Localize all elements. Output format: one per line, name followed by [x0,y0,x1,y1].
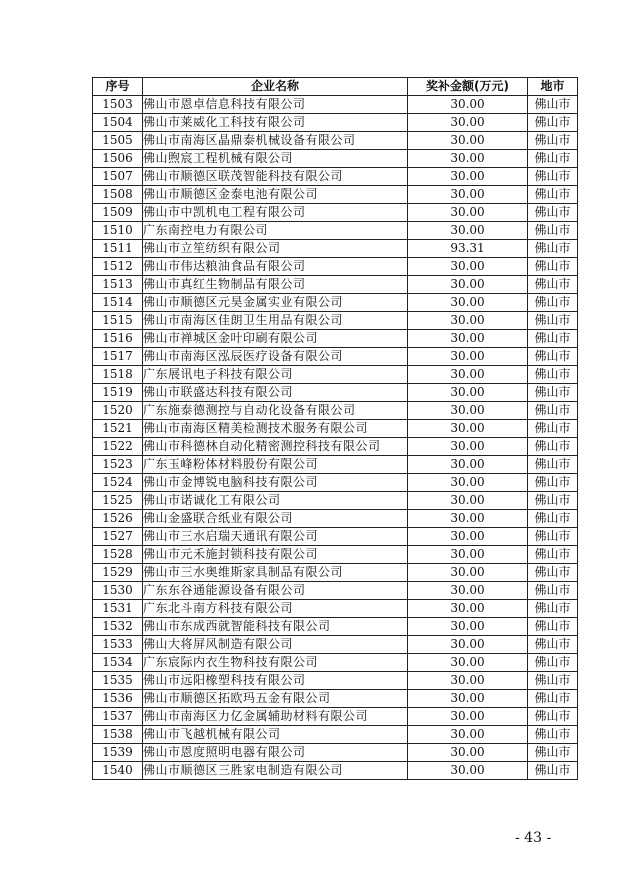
row-company-name: 佛山市禅城区金叶印刷有限公司 [143,330,408,348]
row-company-name: 广东玉峰粉体材料股份有限公司 [143,456,408,474]
table-row [93,708,578,726]
row-company-name: 佛山市恩度照明电器有限公司 [143,744,408,762]
row-company-name: 佛山市金博锐电脑科技有限公司 [143,474,408,492]
row-serial: 1512 [93,258,143,276]
row-award-amount: 30.00 [408,222,528,240]
row-city: 佛山市 [528,600,578,618]
row-company-name: 佛山市顺德区拓欧玛五金有限公司 [143,690,408,708]
row-city: 佛山市 [528,654,578,672]
row-serial: 1505 [93,132,143,150]
table-row [93,618,578,636]
table-row [93,294,578,312]
table-row [93,222,578,240]
table-row [93,348,578,366]
row-city: 佛山市 [528,150,578,168]
table-row [93,114,578,132]
row-award-amount: 30.00 [408,114,528,132]
table-row [93,258,578,276]
row-award-amount: 30.00 [408,132,528,150]
row-award-amount: 30.00 [408,330,528,348]
row-city: 佛山市 [528,420,578,438]
table-row [93,510,578,528]
table-row [93,204,578,222]
row-city: 佛山市 [528,672,578,690]
row-city: 佛山市 [528,528,578,546]
row-award-amount: 30.00 [408,690,528,708]
row-serial: 1521 [93,420,143,438]
row-serial: 1520 [93,402,143,420]
row-serial: 1531 [93,600,143,618]
row-city: 佛山市 [528,510,578,528]
table-row [93,582,578,600]
row-award-amount: 30.00 [408,528,528,546]
row-company-name: 佛山市远阳橡塑科技有限公司 [143,672,408,690]
row-serial: 1507 [93,168,143,186]
row-serial: 1537 [93,708,143,726]
table-row [93,636,578,654]
table-row [93,96,578,114]
table-row [93,150,578,168]
row-serial: 1523 [93,456,143,474]
row-award-amount: 30.00 [408,762,528,780]
row-company-name: 佛山市三水启瑞天通讯有限公司 [143,528,408,546]
row-award-amount: 30.00 [408,96,528,114]
table-row [93,744,578,762]
row-award-amount: 30.00 [408,348,528,366]
row-city: 佛山市 [528,402,578,420]
table-row [93,564,578,582]
row-award-amount: 30.00 [408,402,528,420]
row-company-name: 佛山市飞越机械有限公司 [143,726,408,744]
row-award-amount: 30.00 [408,384,528,402]
row-award-amount: 30.00 [408,150,528,168]
row-award-amount: 30.00 [408,636,528,654]
row-award-amount: 30.00 [408,582,528,600]
header-company-name: 企业名称 [143,78,408,96]
row-city: 佛山市 [528,636,578,654]
award-table [92,77,578,780]
row-company-name: 佛山市真红生物制品有限公司 [143,276,408,294]
row-serial: 1532 [93,618,143,636]
row-award-amount: 30.00 [408,546,528,564]
row-company-name: 佛山金盛联合纸业有限公司 [143,510,408,528]
row-city: 佛山市 [528,294,578,312]
row-company-name: 广东施泰德测控与自动化设备有限公司 [143,402,408,420]
row-serial: 1506 [93,150,143,168]
row-city: 佛山市 [528,312,578,330]
page-number: - 43 - [515,830,552,846]
row-company-name: 广东展讯电子科技有限公司 [143,366,408,384]
row-award-amount: 30.00 [408,726,528,744]
row-award-amount: 93.31 [408,240,528,258]
row-company-name: 佛山市东成西就智能科技有限公司 [143,618,408,636]
row-serial: 1517 [93,348,143,366]
row-city: 佛山市 [528,330,578,348]
row-serial: 1525 [93,492,143,510]
row-award-amount: 30.00 [408,564,528,582]
row-award-amount: 30.00 [408,168,528,186]
table-row [93,312,578,330]
row-award-amount: 30.00 [408,438,528,456]
row-award-amount: 30.00 [408,258,528,276]
row-city: 佛山市 [528,276,578,294]
table-row [93,420,578,438]
row-company-name: 佛山市诺诚化工有限公司 [143,492,408,510]
row-city: 佛山市 [528,222,578,240]
row-city: 佛山市 [528,204,578,222]
row-company-name: 佛山市伟达粮油食品有限公司 [143,258,408,276]
row-award-amount: 30.00 [408,456,528,474]
row-award-amount: 30.00 [408,366,528,384]
row-serial: 1529 [93,564,143,582]
row-city: 佛山市 [528,438,578,456]
row-award-amount: 30.00 [408,204,528,222]
row-company-name: 佛山市元禾施封锁科技有限公司 [143,546,408,564]
row-company-name: 佛山市中凯机电工程有限公司 [143,204,408,222]
row-company-name: 佛山市南海区佳朗卫生用品有限公司 [143,312,408,330]
row-serial: 1535 [93,672,143,690]
row-company-name: 佛山市恩卓信息科技有限公司 [143,96,408,114]
row-serial: 1514 [93,294,143,312]
row-company-name: 广东北斗南方科技有限公司 [143,600,408,618]
table-row [93,474,578,492]
row-company-name: 佛山市南海区泓辰医疗设备有限公司 [143,348,408,366]
row-city: 佛山市 [528,708,578,726]
row-serial: 1524 [93,474,143,492]
row-serial: 1510 [93,222,143,240]
row-city: 佛山市 [528,546,578,564]
row-award-amount: 30.00 [408,186,528,204]
header-award-amount: 奖补金额(万元) [408,78,528,96]
row-award-amount: 30.00 [408,420,528,438]
row-serial: 1518 [93,366,143,384]
row-city: 佛山市 [528,474,578,492]
row-city: 佛山市 [528,96,578,114]
table-row [93,330,578,348]
row-city: 佛山市 [528,492,578,510]
row-award-amount: 30.00 [408,672,528,690]
row-city: 佛山市 [528,258,578,276]
table-row [93,402,578,420]
row-company-name: 佛山大将屏风制造有限公司 [143,636,408,654]
table-header-row [93,78,578,96]
row-serial: 1519 [93,384,143,402]
row-serial: 1539 [93,744,143,762]
row-company-name: 佛山市顺德区金泰电池有限公司 [143,186,408,204]
row-company-name: 佛山市科德林自动化精密测控科技有限公司 [143,438,408,456]
row-serial: 1509 [93,204,143,222]
row-serial: 1504 [93,114,143,132]
row-serial: 1515 [93,312,143,330]
row-serial: 1522 [93,438,143,456]
row-company-name: 广东南控电力有限公司 [143,222,408,240]
row-serial: 1530 [93,582,143,600]
row-city: 佛山市 [528,240,578,258]
table-row [93,672,578,690]
row-award-amount: 30.00 [408,276,528,294]
row-company-name: 佛山市顺德区三胜家电制造有限公司 [143,762,408,780]
row-city: 佛山市 [528,114,578,132]
row-city: 佛山市 [528,384,578,402]
table-row [93,546,578,564]
row-serial: 1534 [93,654,143,672]
table-row [93,366,578,384]
row-serial: 1526 [93,510,143,528]
row-city: 佛山市 [528,348,578,366]
row-serial: 1511 [93,240,143,258]
row-city: 佛山市 [528,186,578,204]
row-serial: 1540 [93,762,143,780]
row-serial: 1516 [93,330,143,348]
row-serial: 1533 [93,636,143,654]
row-company-name: 佛山市立笙纺织有限公司 [143,240,408,258]
row-company-name: 佛山市顺德区元昊金属实业有限公司 [143,294,408,312]
table-row [93,240,578,258]
row-serial: 1527 [93,528,143,546]
row-company-name: 佛山市南海区晶鼎泰机械设备有限公司 [143,132,408,150]
table-row [93,762,578,780]
row-award-amount: 30.00 [408,744,528,762]
row-city: 佛山市 [528,690,578,708]
row-city: 佛山市 [528,366,578,384]
row-company-name: 佛山市顺德区联茂智能科技有限公司 [143,168,408,186]
row-serial: 1538 [93,726,143,744]
table-row [93,456,578,474]
row-award-amount: 30.00 [408,600,528,618]
table-row [93,186,578,204]
row-award-amount: 30.00 [408,618,528,636]
row-company-name: 佛山市莱威化工科技有限公司 [143,114,408,132]
table-row [93,690,578,708]
row-award-amount: 30.00 [408,654,528,672]
header-city: 地市 [528,78,578,96]
row-company-name: 佛山市南海区精美检测技术服务有限公司 [143,420,408,438]
table-row [93,438,578,456]
row-serial: 1528 [93,546,143,564]
table-row [93,600,578,618]
row-city: 佛山市 [528,564,578,582]
row-company-name: 佛山市三水奥维斯家具制品有限公司 [143,564,408,582]
table-row [93,492,578,510]
row-award-amount: 30.00 [408,474,528,492]
row-award-amount: 30.00 [408,294,528,312]
table-row [93,132,578,150]
row-company-name: 广东宸际内衣生物科技有限公司 [143,654,408,672]
row-award-amount: 30.00 [408,312,528,330]
row-city: 佛山市 [528,582,578,600]
table-row [93,654,578,672]
table-row [93,384,578,402]
row-city: 佛山市 [528,168,578,186]
row-city: 佛山市 [528,726,578,744]
row-serial: 1513 [93,276,143,294]
row-city: 佛山市 [528,744,578,762]
row-award-amount: 30.00 [408,708,528,726]
row-award-amount: 30.00 [408,492,528,510]
row-serial: 1503 [93,96,143,114]
table-row [93,726,578,744]
row-serial: 1536 [93,690,143,708]
table-row [93,276,578,294]
table-row [93,168,578,186]
row-company-name: 广东东谷通能源设备有限公司 [143,582,408,600]
row-company-name: 佛山煦宸工程机械有限公司 [143,150,408,168]
row-company-name: 佛山市南海区力亿金属辅助材料有限公司 [143,708,408,726]
row-company-name: 佛山市联盛达科技有限公司 [143,384,408,402]
row-city: 佛山市 [528,762,578,780]
row-city: 佛山市 [528,456,578,474]
row-award-amount: 30.00 [408,510,528,528]
table-row [93,528,578,546]
row-serial: 1508 [93,186,143,204]
row-city: 佛山市 [528,132,578,150]
row-city: 佛山市 [528,618,578,636]
header-serial: 序号 [93,78,143,96]
